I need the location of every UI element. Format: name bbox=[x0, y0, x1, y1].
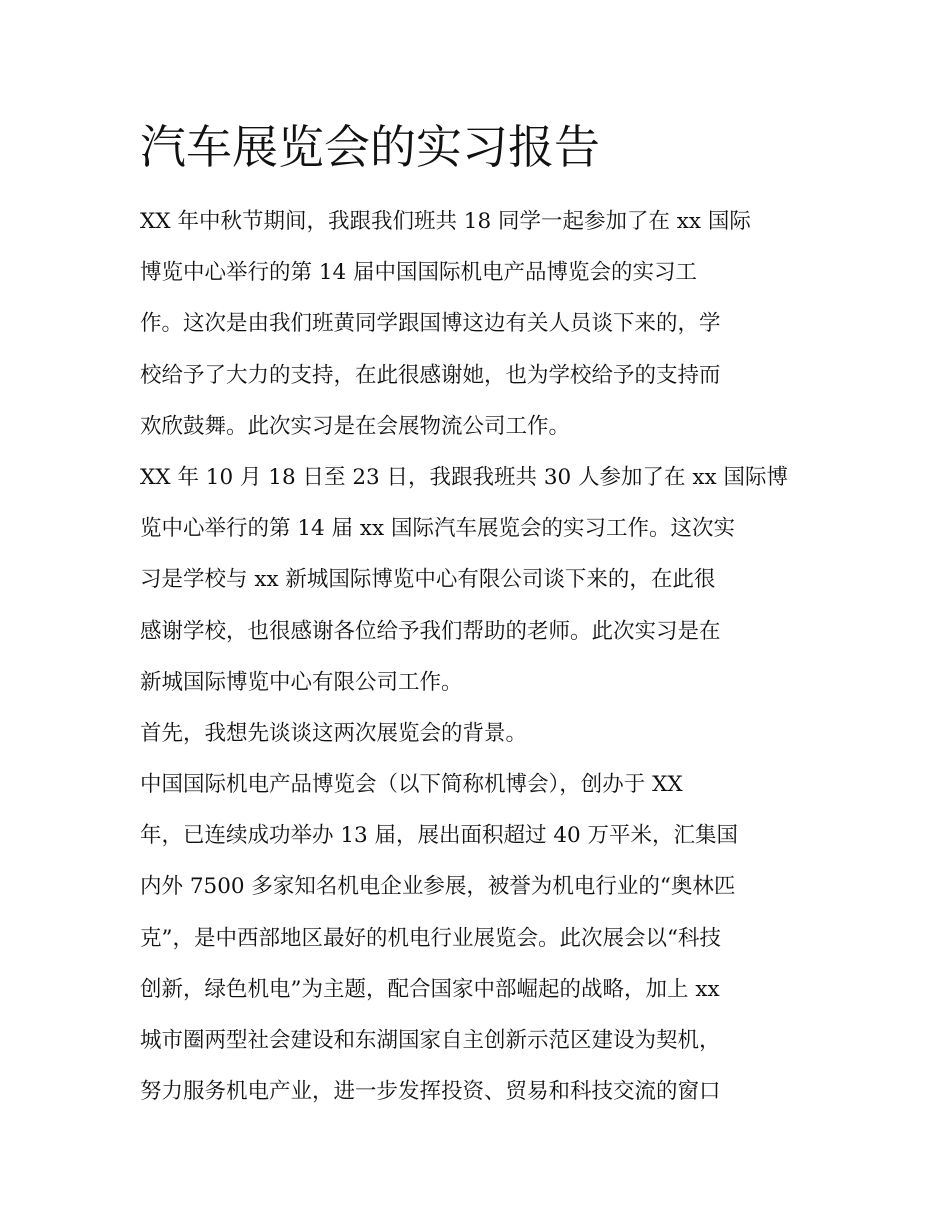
text-line: 新城国际博览中心有限公司工作。 bbox=[140, 669, 463, 695]
text-line: 城市圈两型社会建设和东湖国家自主创新示范区建设为契机， bbox=[140, 1028, 721, 1053]
text-line: 年，已连续成功举办 13 届，展出面积超过 40 万平米，汇集国 bbox=[140, 823, 739, 849]
text-line: 努力服务机电产业，进一步发挥投资、贸易和科技交流的窗口 bbox=[140, 1079, 721, 1105]
text-line: 内外 7500 多家知名机电企业参展，被誉为机电行业的“奥林匹 bbox=[140, 874, 736, 900]
text-line: 感谢学校，也很感谢各位给予我们帮助的老师。此次实习是在 bbox=[140, 618, 721, 644]
text-line: 中国国际机电产品博览会（以下简称机博会），创办于 XX bbox=[140, 772, 683, 798]
text-line: 博览中心举行的第 14 届中国国际机电产品博览会的实习工 bbox=[140, 260, 698, 286]
document-title: 汽车展览会的实习报告 bbox=[140, 120, 600, 174]
document-body bbox=[140, 196, 830, 1117]
text-line: 创新，绿色机电”为主题，配合国家中部崛起的战略，加上 xx bbox=[140, 976, 720, 1002]
text-line: 克”，是中西部地区最好的机电行业展览会。此次展会以“科技 bbox=[140, 925, 721, 951]
text-line: XX 年中秋节期间，我跟我们班共 18 同学一起参加了在 xx 国际 bbox=[140, 209, 751, 234]
text-line: 欢欣鼓舞。此次实习是在会展物流公司工作。 bbox=[140, 413, 571, 439]
text-line: 览中心举行的第 14 届 xx 国际汽车展览会的实习工作。这次实 bbox=[140, 516, 735, 542]
text-line: XX 年 10 月 18 日至 23 日，我跟我班共 30 人参加了在 xx 国际博 bbox=[140, 464, 788, 490]
text-line: 作。这次是由我们班黄同学跟国博这边有关人员谈下来的，学 bbox=[140, 311, 721, 337]
text-line: 校给予了大力的支持，在此很感谢她，也为学校给予的支持而 bbox=[140, 362, 721, 388]
text-line: 首先，我想先谈谈这两次展览会的背景。 bbox=[140, 720, 528, 746]
text-line: 习是学校与 xx 新城国际博览中心有限公司谈下来的，在此很 bbox=[140, 567, 716, 593]
